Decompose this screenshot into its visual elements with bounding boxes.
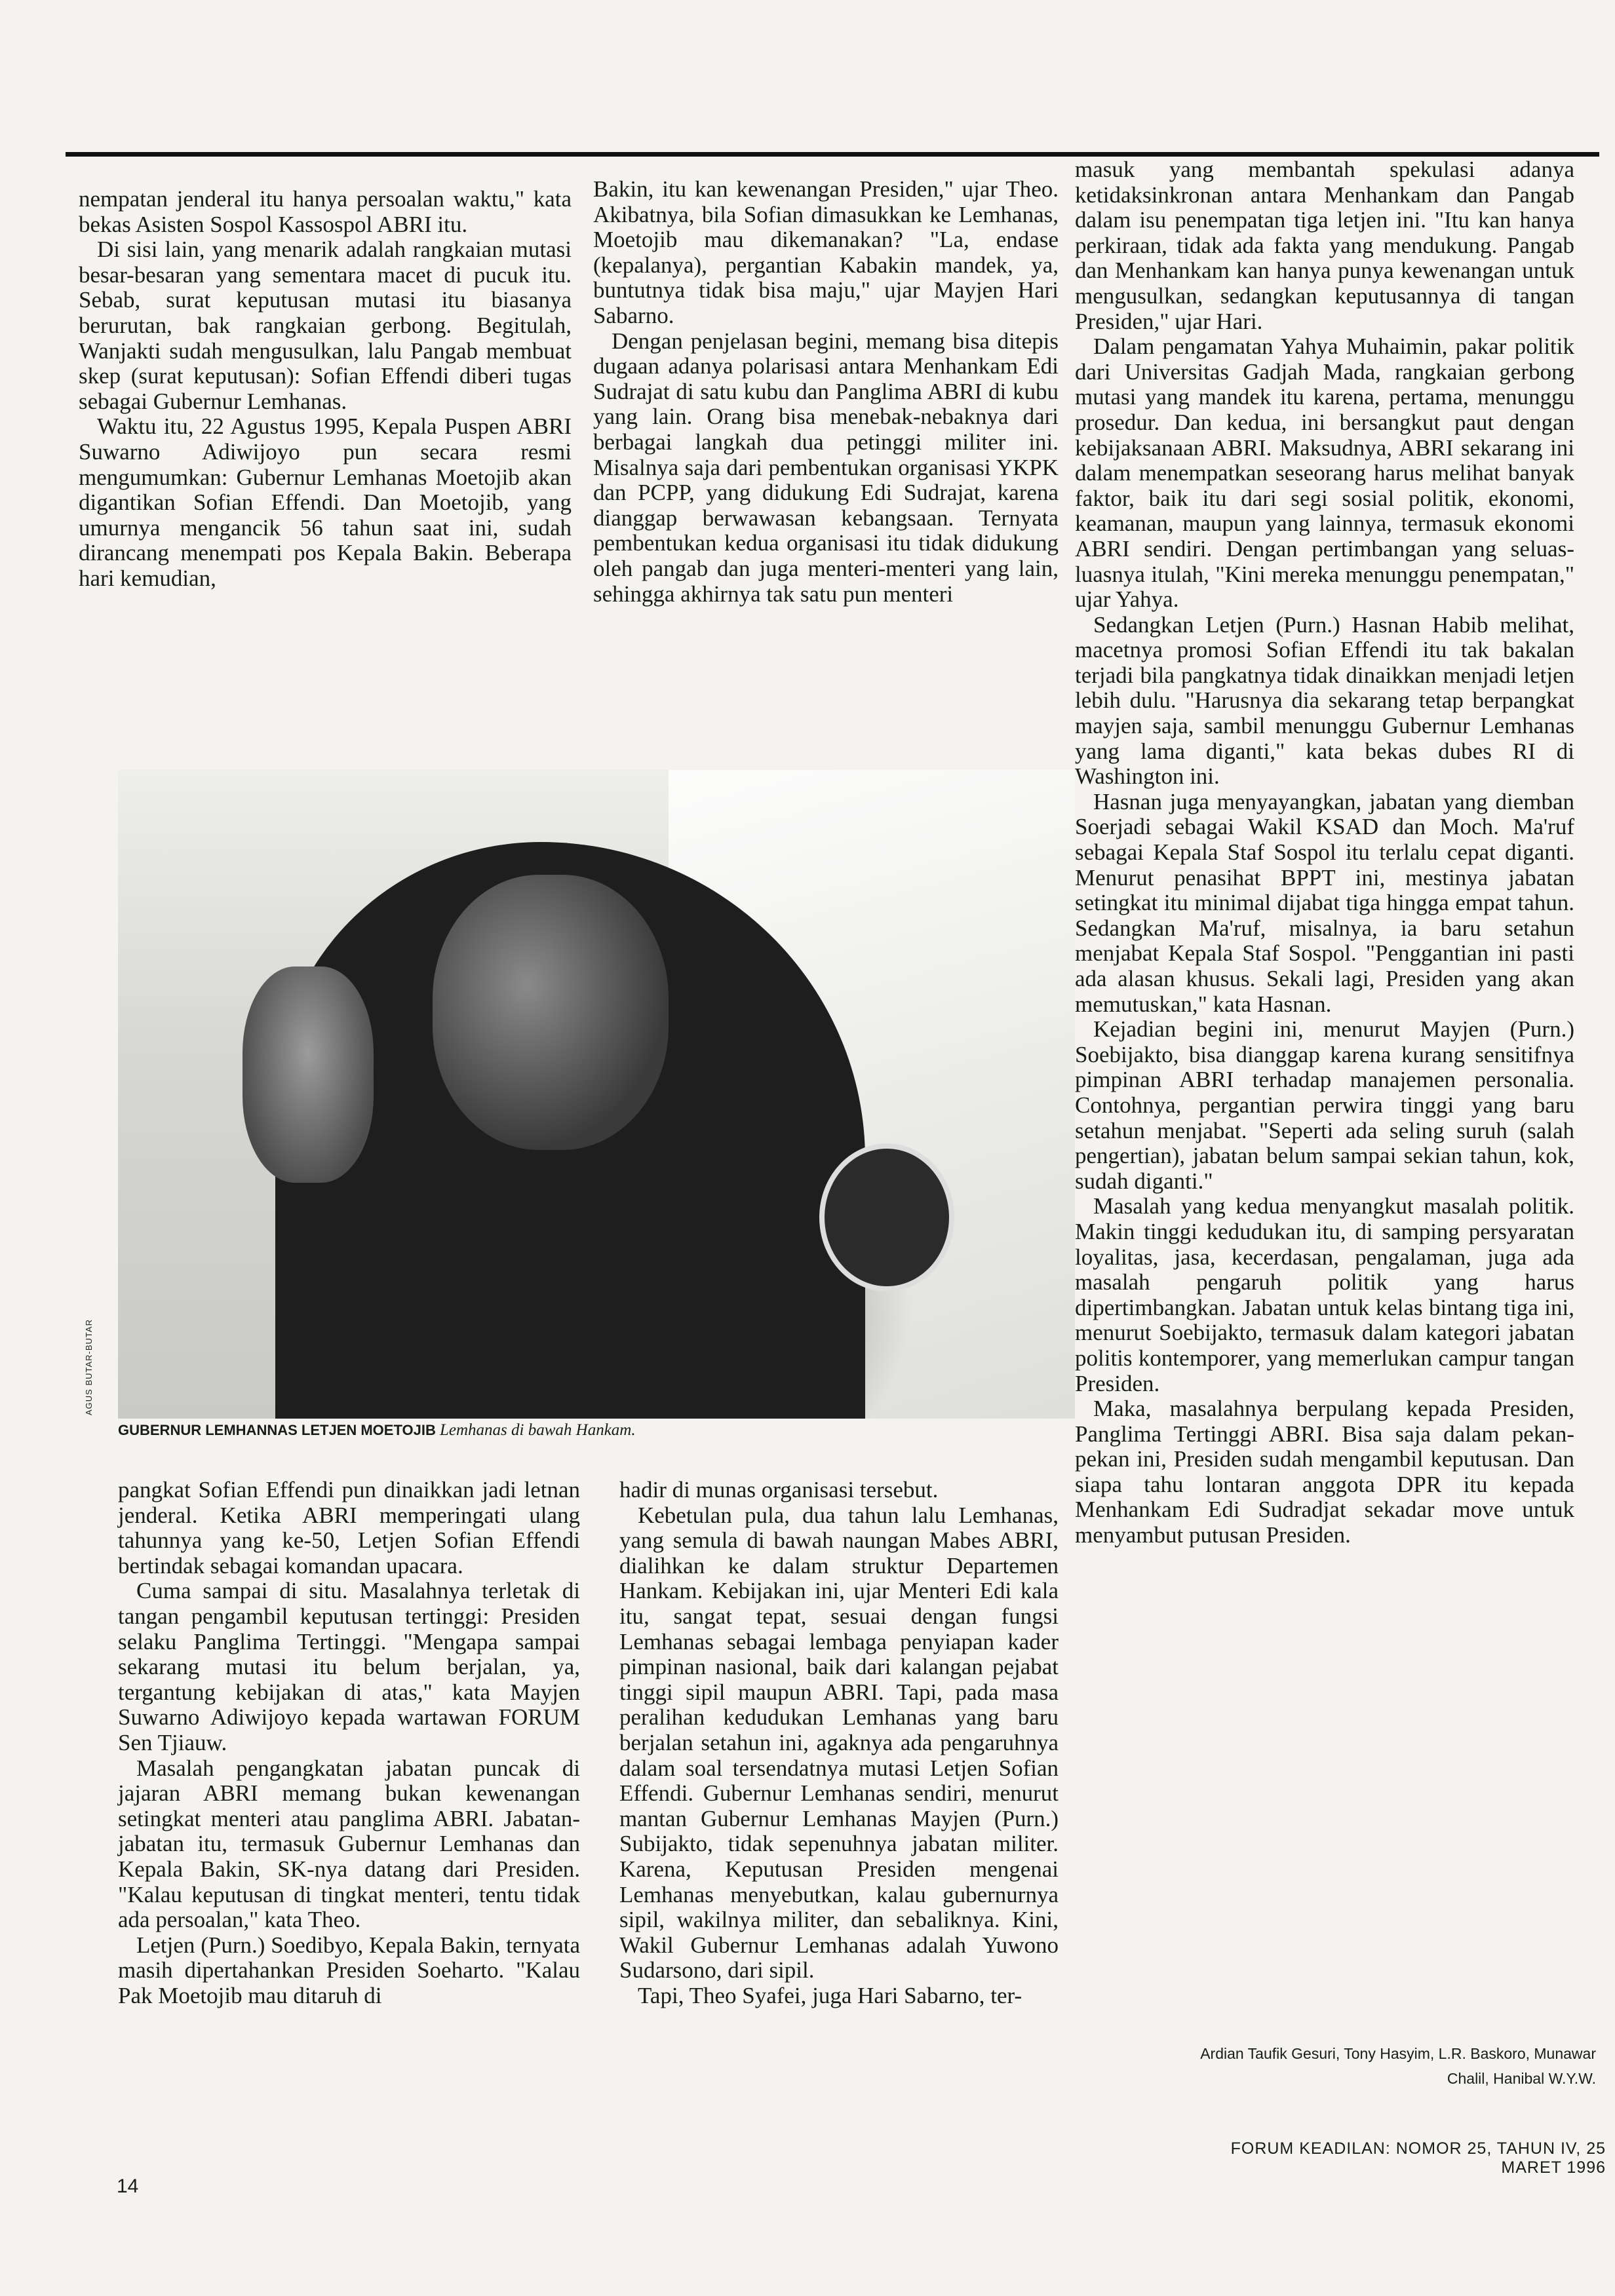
credits-line: Ardian Taufik Gesuri, Tony Hasyim, L.R. Baskoro, Munawar — [1200, 2045, 1596, 2062]
paragraph: Masalah yang kedua menyangkut masalah politik. Makin tinggi kedudukan itu, di samping persyaratan loyalitas, jasa, kecerdasan, pengalaman, juga ada masalah pengaruh politik yang harus dipertimbangkan. Jabatan untuk kelas bintang tiga ini, menurut Soebijakto, termasuk dalam kategori jabatan politis kontemporer, yang memerlukan campur tangan Presiden. — [1075, 1193, 1574, 1396]
header-rule — [66, 152, 1599, 157]
paragraph: Tapi, Theo Syafei, juga Hari Sabarno, ter- — [638, 1982, 1022, 2008]
portrait-photo — [118, 770, 1075, 1419]
column-a-bottom — [118, 1478, 580, 2008]
column-b-bottom — [619, 1478, 1059, 2008]
paragraph: Waktu itu, 22 Agustus 1995, Kepala Puspen ABRI Suwarno Adiwijoyo pun secara resmi mengumumkan: Gubernur Lemhanas Moetojib akan digantikan Sofian Effendi. Dan Moetojib, yang umurnya mengancik 56 tahun saat ini, sudah dirancang menempati pos Kepala Bakin. Beberapa hari kemudian, — [79, 413, 572, 591]
paragraph: nempatan jenderal itu hanya persoalan waktu," kata bekas Asisten Sospol Kassospol ABRI itu. — [79, 186, 572, 237]
paragraph: Cuma sampai di situ. Masalahnya terletak di tangan pengambil keputusan tertinggi: Presiden selaku Panglima Tertinggi. "Mengapa sampai sekarang mutasi itu belum berjalan, ya, tergantung kebijakan di atas," kata Mayjen Suwarno Adiwijoyo kepada wartawan FORUM Sen Tjiauw. — [118, 1578, 580, 1755]
paragraph: pangkat Sofian Effendi pun dinaikkan jadi letnan jenderal. Ketika ABRI memperingati ulang tahunnya yang ke-50, Letjen Sofian Effendi bertindak sebagai komandan upacara. — [118, 1477, 580, 1578]
credits-line: Chalil, Hanibal W.Y.W. — [1447, 2070, 1596, 2087]
page-number: 14 — [117, 2175, 139, 2197]
caption-title: GUBERNUR LEMHANNAS LETJEN MOETOJIB — [118, 1422, 436, 1438]
paragraph: Hasnan juga menyayangkan, jabatan yang diemban Soerjadi sebagai Wakil KSAD dan Moch. Ma'ruf sebagai Kepala Staf Sospol itu terlalu cepat diganti. Menurut penasihat BPPT ini, mestinya jabatan setingkat itu minimal dijabat tiga hingga empat tahun. Sedangkan Ma'ruf, misalnya, ia baru setahun menjabat Kepala Staf Sospol. "Penggantian ini pasti ada alasan khusus. Sekali lagi, Presiden yang akan memutuskan," kata Hasnan. — [1075, 788, 1574, 1017]
paragraph: masuk yang membantah spekulasi adanya ketidaksinkronan antara Menhankam dan Pangab dalam isu penempatan tiga letjen ini. "Itu kan hanya perkiraan, tidak ada fakta yang mendukung. Pangab dan Menhankam kan hanya punya kewenangan untuk mengusulkan, sedangkan keputusannya di tangan Presiden," ujar Hari. — [1075, 157, 1574, 334]
photo-hand — [243, 966, 374, 1183]
paragraph: Di sisi lain, yang menarik adalah rangkaian mutasi besar-besaran yang sementara macet di pucuk itu. Sebab, surat keputusan mutasi itu biasanya berurutan, bak rangkaian gerbong. Begitulah, Wanjakti sudah mengusulkan, lalu Pangab membuat skep (surat keputusan): Sofian Effendi diberi tugas sebagai Gubernur Lemhanas. — [79, 237, 572, 414]
paragraph: Dengan penjelasan begini, memang bisa ditepis dugaan adanya polarisasi antara Menhankam Edi Sudrajat di satu kubu dan Panglima ABRI di kubu yang lain. Orang bisa menebak-nebaknya dari berbagai langkah dua petinggi militer ini. Misalnya saja dari pembentukan organisasi YKPK dan PCPP, yang didukung Edi Sudrajat, karena dianggap berwawasan kebangsaan. Ternyata pembentukan kedua organisasi itu tidak didukung oleh pangab dan juga menteri-menteri yang lain, sehingga akhirnya tak satu pun menteri — [593, 328, 1059, 607]
photo-shoulder-badge — [819, 1143, 954, 1292]
column-a-top — [79, 187, 572, 592]
reporter-credits — [1075, 2041, 1596, 2091]
paragraph: hadir di munas organisasi tersebut. — [619, 1477, 939, 1502]
column-b-top — [593, 177, 1059, 607]
issue-footer: FORUM KEADILAN: NOMOR 25, TAHUN IV, 25 MARET 1996 — [1230, 2139, 1606, 2177]
paragraph: Letjen (Purn.) Soedibyo, Kepala Bakin, ternyata masih dipertahankan Presiden Soeharto. "Kalau Pak Moetojib mau ditaruh di — [118, 1932, 580, 2008]
paragraph: Maka, masalahnya berpulang kepada Presiden, Panglima Tertinggi ABRI. Bisa saja dalam pekan-pekan ini, Presiden sudah mengambil keputusan. Dan siapa tahu lontaran anggota DPR itu kepada Menhankam Edi Sudradjat sekadar move untuk menyambut putusan Presiden. — [1075, 1396, 1574, 1548]
paragraph: Masalah pengangkatan jabatan puncak di jajaran ABRI memang bukan kewenangan setingkat menteri atau panglima ABRI. Jabatan-jabatan itu, termasuk Gubernur Lemhanas dan Kepala Bakin, SK-nya datang dari Presiden. "Kalau keputusan di tingkat menteri, tentu tidak ada persoalan," kata Theo. — [118, 1755, 580, 1933]
paragraph: Kejadian begini ini, menurut Mayjen (Purn.) Soebijakto, bisa dianggap karena kurang sensitifnya pimpinan ABRI terhadap manajemen personalia. Contohnya, pergantian perwira tinggi yang baru setahun menjabat. "Seperti ada seling suruh (salah pengertian), jabatan belum sampai sekian tahun, kok, sudah diganti." — [1075, 1016, 1574, 1194]
paragraph: Dalam pengamatan Yahya Muhaimin, pakar politik dari Universitas Gadjah Mada, rangkaian gerbong mutasi yang mandek itu karena, pertama, menunggu prosedur. Dan kedua, ini bersangkut paut dengan kebijaksanaan ABRI. Maksudnya, ABRI sekarang ini dalam menempatkan seseorang harus melihat banyak faktor, baik itu dari segi sosial politik, ekonomi, keamanan, maupun yang lainnya, termasuk ekonomi ABRI sendiri. Dengan pertimbangan yang seluas-luasnya itulah, "Kini mereka menunggu penempatan," ujar Yahya. — [1075, 334, 1574, 613]
paragraph: Kebetulan pula, dua tahun lalu Lemhanas, yang semula di bawah naungan Mabes ABRI, dialihkan ke dalam struktur Departemen Hankam. Kebijakan ini, ujar Menteri Edi kala itu, sangat tepat, sesuai dengan fungsi Lemhanas sebagai lembaga penyiapan kader pimpinan nasional, baik dari kalangan pejabat tinggi sipil maupun ABRI. Tapi, pada masa peralihan kedudukan Lemhanas yang baru berjalan setahun ini, agaknya ada pengaruhnya dalam soal tersendatnya mutasi Letjen Sofian Effendi. Gubernur Lemhanas sendiri, menurut mantan Gubernur Lemhanas Mayjen (Purn.) Subijakto, tidak sepenuhnya jabatan militer. Karena, Keputusan Presiden mengenai Lemhanas menyebutkan, kalau gubernurnya sipil, wakilnya militer, dan sebaliknya. Kini, Wakil Gubernur Lemhanas adalah Yuwono Sudarsono, dari sipil. — [619, 1502, 1059, 1983]
photo-credit: AGUS BUTAR-BUTAR — [84, 1319, 94, 1415]
photo-caption — [118, 1421, 1068, 1440]
column-c — [1075, 157, 1574, 1548]
photo-face — [433, 875, 669, 1150]
paragraph: Bakin, itu kan kewenangan Presiden," ujar Theo. Akibatnya, bila Sofian dimasukkan ke Lemhanas, Moetojib mau dikemanakan? "La, endase (kepalanya), pergantian Kabakin mandek, ya, buntutnya tidak bisa maju," ujar Mayjen Hari Sabarno. — [593, 176, 1059, 328]
caption-text: Lemhanas di bawah Hankam. — [439, 1421, 636, 1439]
paragraph: Sedangkan Letjen (Purn.) Hasnan Habib melihat, macetnya promosi Sofian Effendi itu tak bakalan terjadi bila pangkatnya tidak dinaikkan menjadi letjen lebih dulu. "Harusnya dia sekarang tetap berpangkat mayjen saja, sambil menunggu Gubernur Lemhanas yang lama diganti," kata bekas dubes RI di Washington ini. — [1075, 611, 1574, 790]
